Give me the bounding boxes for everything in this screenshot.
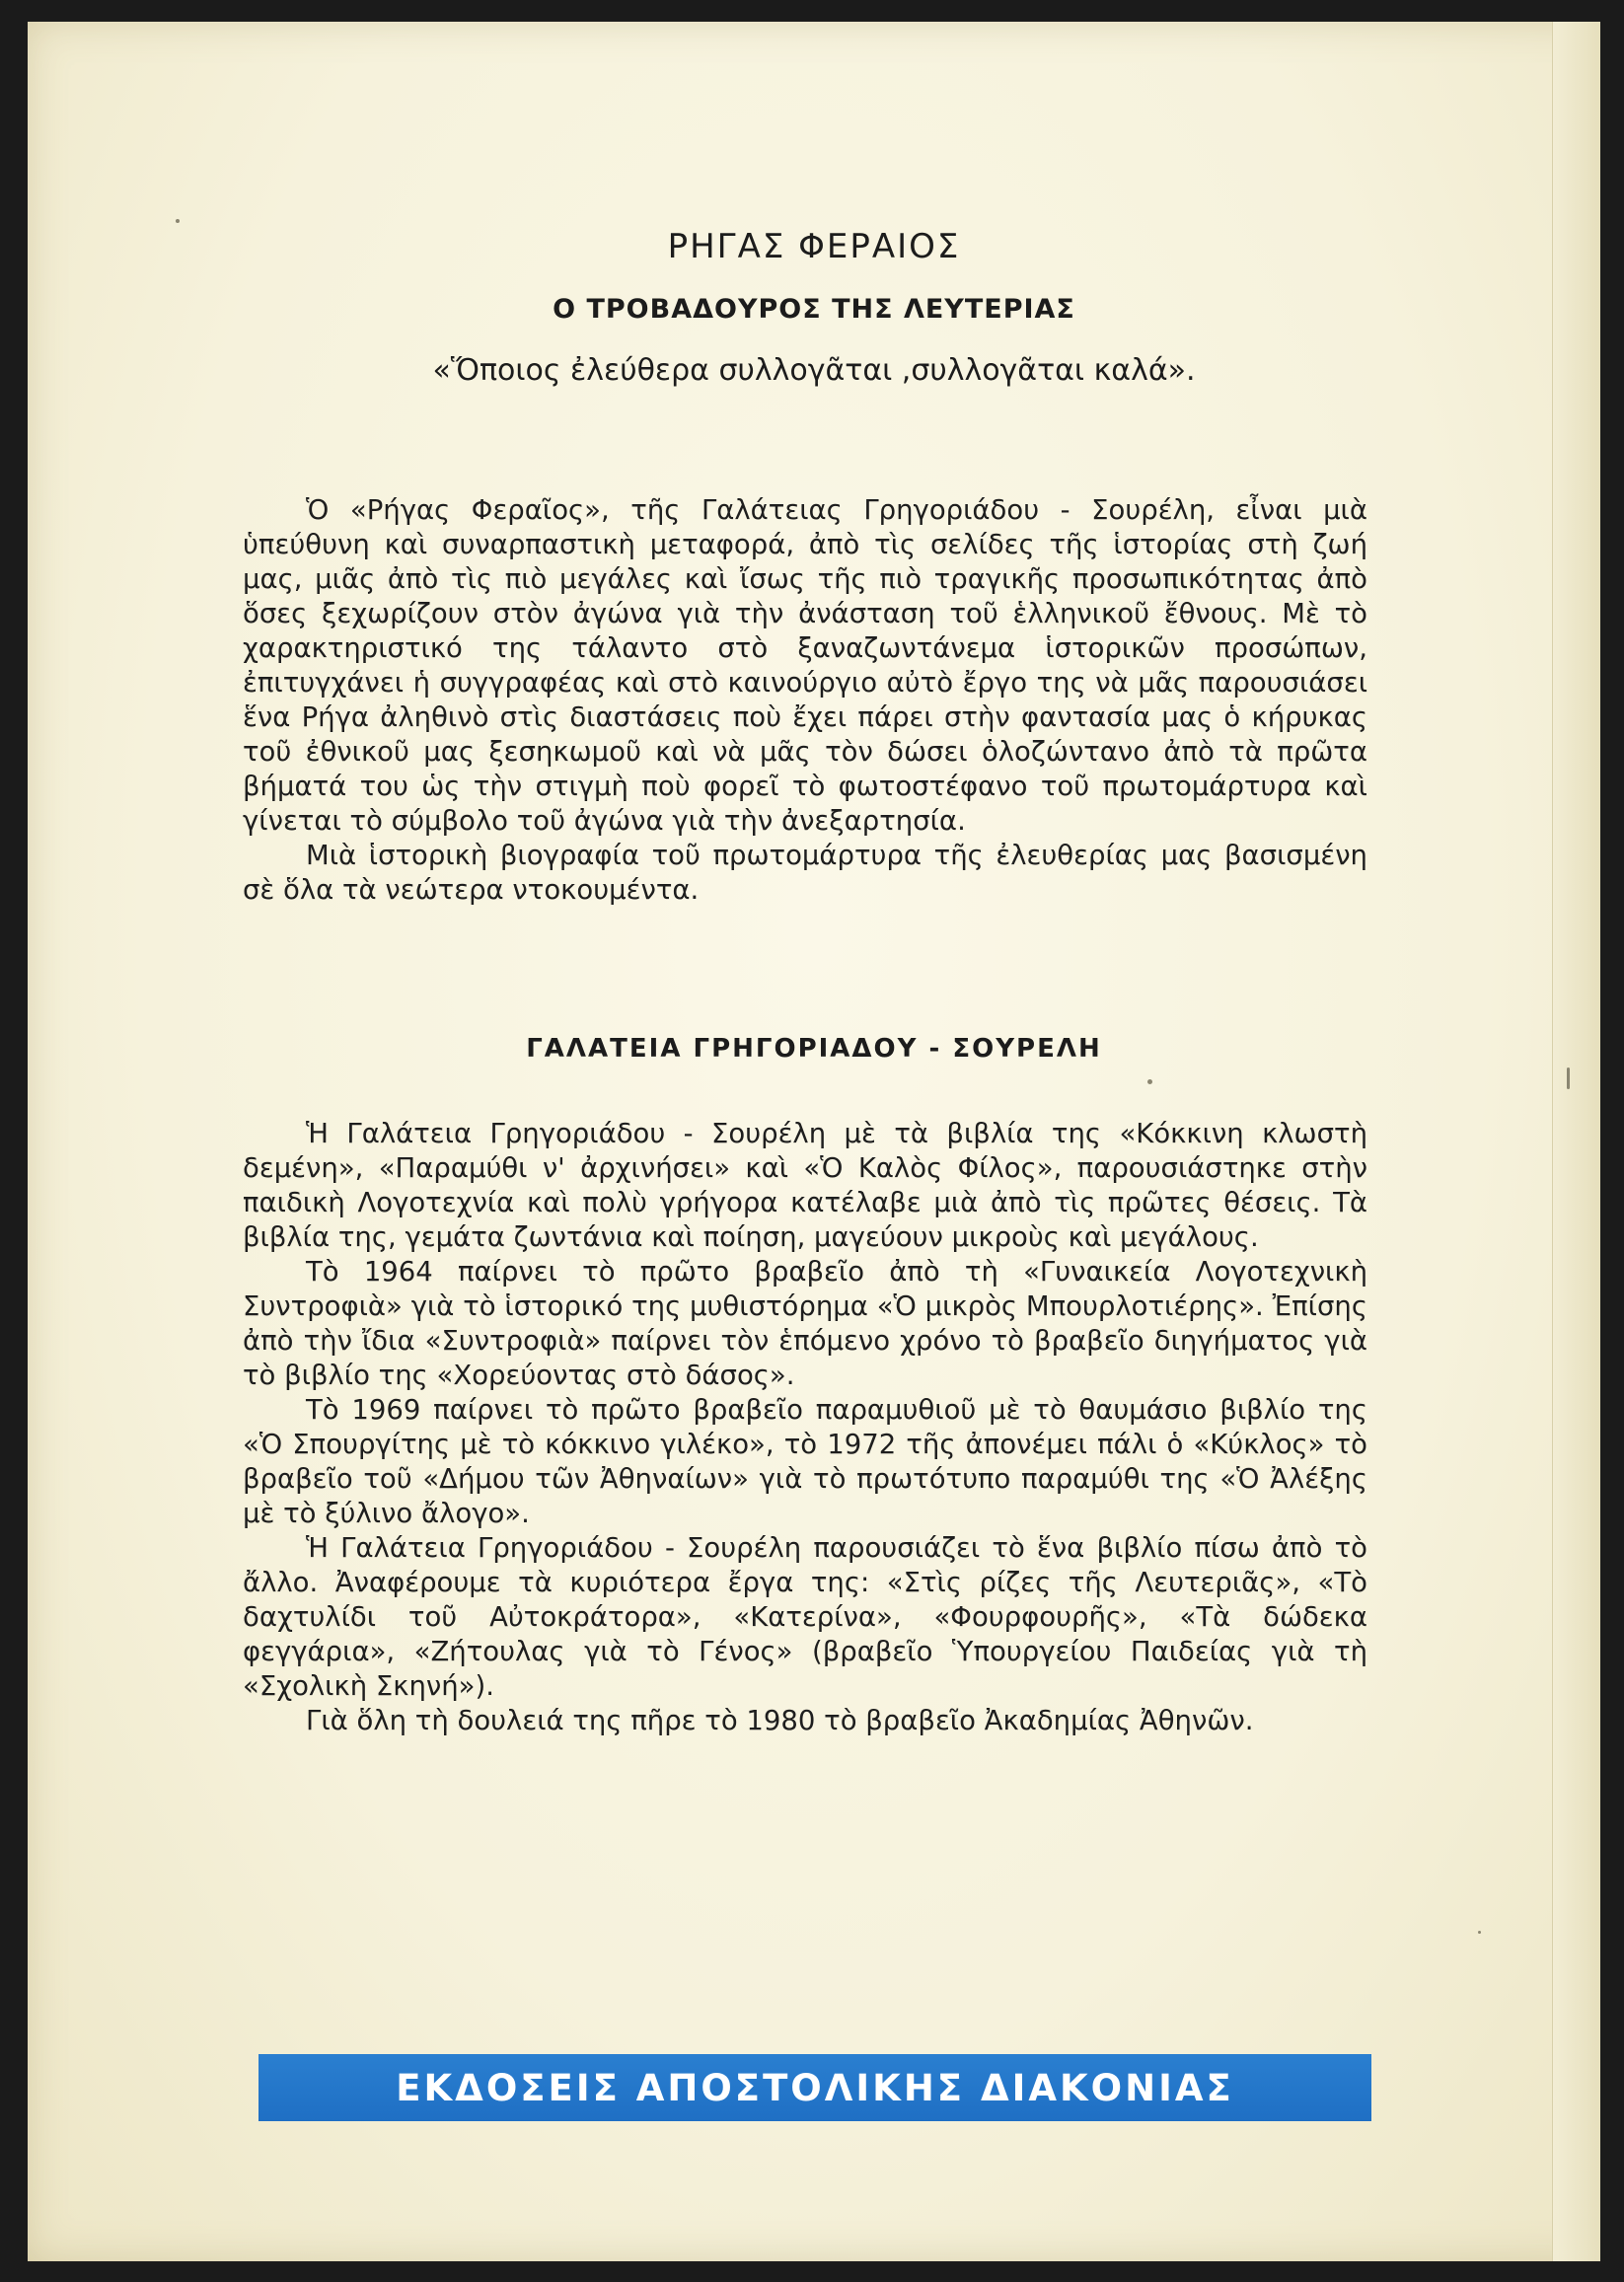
book-subtitle: Ο ΤΡΟΒΑΔΟΥΡΟΣ ΤΗΣ ΛΕΥΤΕΡΙΑΣ — [553, 294, 1075, 325]
description-paragraph: Ὁ «Ρήγας Φεραῖος», τῆς Γαλάτειας Γρηγοριάδου - Σουρέλη, εἶναι μιὰ ὑπεύθυνη καὶ συναρπαστικὴ μεταφορά, ἀπὸ τὶς σελίδες τῆς ἱστορίας στὴ ζωή μας, μιᾶς ἀπὸ τὶς πιὸ μεγάλες καὶ ἴσως τῆς πιὸ τραγικῆς προσωπικότητας ἀπὸ ὅσες ξεχωρίζουν στὸν ἀγώνα γιὰ τὴν ἀνάσταση τοῦ ἑλληνικοῦ ἔθνους. Μὲ τὸ χαρακτηριστικό της τάλαντο στὸ ξαναζωντάνεμα ἱστορικῶν προσώπων, ἐπιτυγχάνει ἡ συγγραφέας καὶ στὸ καινούργιο αὐτὸ ἔργο της νὰ μᾶς παρουσιάσει ἕνα Ρήγα ἀληθινὸ στὶς διαστάσεις ποὺ ἔχει πάρει στὴν φαντασία μας ὁ κήρυκας τοῦ ἐθνικοῦ μας ξεσηκωμοῦ καὶ νὰ μᾶς τὸν δώσει ὁλοζώντανο ἀπὸ τὰ πρῶτα βήματά του ὡς τὴν στιγμὴ ποὺ φορεῖ τὸ φωτοστέφανο τοῦ πρωτομάρτυρα καὶ γίνεται τὸ σύμβολο τοῦ ἀγώνα γιὰ τὴν ἀνεξαρτησία. — [243, 494, 1367, 837]
biography-paragraph: Τὸ 1964 παίρνει τὸ πρῶτο βραβεῖο ἀπὸ τὴ «Γυναικεία Λογοτεχνικὴ Συντροφιὰ» γιὰ τὸ ἱστορικό της μυθιστόρημα «Ὁ μικρὸς Μπουρλοτιέρης». Ἐπίσης ἀπὸ τὴν ἴδια «Συντροφιὰ» παίρνει τὸν ἑπόμενο χρόνο τὸ βραβεῖο διηγήματος γιὰ τὸ βιβλίο της «Χορεύοντας στὸ δάσος». — [243, 1256, 1367, 1391]
paper-speck — [1478, 1931, 1481, 1934]
book-motto: «Ὅποιος ἐλεύθερα συλλογᾶται ,συλλογᾶται καλά». — [432, 353, 1196, 388]
paper-speck — [176, 219, 180, 223]
paper-speck — [1567, 1067, 1570, 1089]
book-title: ΡΗΓΑΣ ΦΕΡΑΙΟΣ — [667, 227, 961, 266]
publisher-name: ΕΚΔΟΣΕΙΣ ΑΠΟΣΤΟΛΙΚΗΣ ΔΙΑΚΟΝΙΑΣ — [396, 2066, 1234, 2109]
biography-paragraph: Τὸ 1969 παίρνει τὸ πρῶτο βραβεῖο παραμυθιοῦ μὲ τὸ θαυμάσιο βιβλίο της «Ὁ Σπουργίτης μὲ τὸ κόκκινο γιλέκο», τὸ 1972 τῆς ἀπονέμει πάλι ὁ «Κύκλος» τὸ βραβεῖο τοῦ «Δήμου τῶν Ἀθηναίων» γιὰ τὸ πρωτότυπο παραμύθι της «Ὁ Ἀλέξης μὲ τὸ ξύλινο ἄλογο». — [243, 1394, 1367, 1529]
paper-speck — [1147, 1079, 1152, 1084]
author-heading: ΓΑΛΑΤΕΙΑ ΓΡΗΓΟΡΙΑΔΟΥ - ΣΟΥΡΕΛΗ — [526, 1034, 1102, 1064]
description-paragraph: Μιὰ ἱστορικὴ βιογραφία τοῦ πρωτομάρτυρα τῆς ἐλευθερίας μας βασισμένη σὲ ὅλα τὰ νεώτερα ντοκουμέντα. — [243, 840, 1367, 906]
biography-paragraph: Ἡ Γαλάτεια Γρηγοριάδου - Σουρέλη μὲ τὰ βιβλία της «Κόκκινη κλωστὴ δεμένη», «Παραμύθι ν' ἀρχινήσει» καὶ «Ὁ Καλὸς Φίλος», παρουσιάστηκε στὴν παιδικὴ Λογοτεχνία καὶ πολὺ γρήγορα κατέλαβε μιὰ ἀπὸ τὶς πρῶτες θέσεις. Τὰ βιβλία της, γεμάτα ζωντάνια καὶ ποίηση, μαγεύουν μικροὺς καὶ μεγάλους. — [243, 1118, 1367, 1253]
biography-paragraph: Γιὰ ὅλη τὴ δουλειά της πῆρε τὸ 1980 τὸ βραβεῖο Ἀκαδημίας Ἀθηνῶν. — [306, 1705, 1254, 1736]
book-description — [243, 493, 1367, 908]
biography-paragraph: Ἡ Γαλάτεια Γρηγοριάδου - Σουρέλη παρουσιάζει τὸ ἕνα βιβλίο πίσω ἀπὸ τὸ ἄλλο. Ἀναφέρουμε τὰ κυριότερα ἔργα της: «Στὶς ρίζες τῆς Λευτεριᾶς», «Τὸ δαχτυλίδι τοῦ Αὐτοκράτορα», «Κατερίνα», «Φουρφουρῆς», «Τὰ δώδεκα φεγγάρια», «Ζήτουλας γιὰ τὸ Γένος» (βραβεῖο Ὑπουργείου Παιδείας γιὰ τὴ «Σχολικὴ Σκηνή»). — [243, 1532, 1367, 1702]
publisher-banner — [258, 2054, 1371, 2121]
author-biography — [243, 1117, 1367, 1738]
book-back-cover — [28, 22, 1600, 2261]
